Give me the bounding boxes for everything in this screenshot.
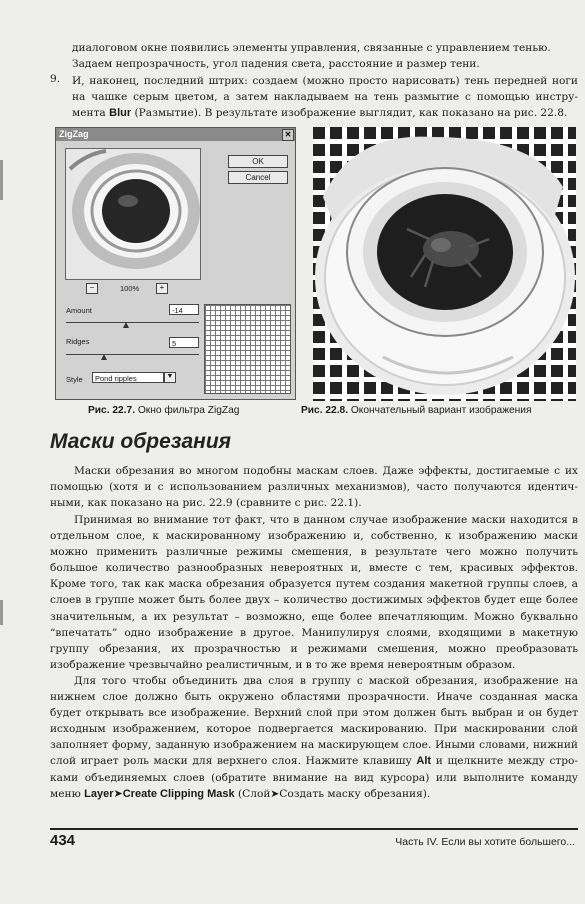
amount-field[interactable]: -14 xyxy=(169,304,199,315)
cancel-button[interactable]: Cancel xyxy=(228,171,288,184)
figure-22-8-caption xyxy=(301,405,532,416)
chevron-down-icon[interactable]: ▼ xyxy=(164,372,176,383)
style-select-value: Pond ripples xyxy=(95,374,137,383)
preview-cup-image xyxy=(66,149,200,279)
intro-paragraph xyxy=(72,40,578,72)
intro-line-2: Задаем непрозрачность, угол падения света, расстояние и размер тени. xyxy=(72,58,480,71)
step-9-paragraph xyxy=(72,73,578,121)
menu-command: Layer➤Create Clipping Mask xyxy=(84,787,235,800)
figure-22-7-caption xyxy=(88,405,239,416)
scan-edge-mark xyxy=(0,160,3,200)
ridges-label: Ridges xyxy=(66,337,90,346)
zigzag-dialog xyxy=(55,127,296,400)
page-number: 434 xyxy=(50,832,76,849)
tool-name-blur: Blur xyxy=(109,107,132,120)
amount-label: Amount xyxy=(66,306,92,315)
close-icon[interactable]: ✕ xyxy=(282,129,294,141)
style-select[interactable] xyxy=(92,372,164,383)
amount-slider[interactable] xyxy=(66,322,199,323)
paragraph-3-text-after: (Слой➤Создать маску обрезания). xyxy=(234,787,431,800)
body-paragraph-1: Маски обрезания во многом подобны маскам слоев. Даже эффекты, достигаемые с их помощью (хотя и с использованием различных механизмов), часто получаются идентич-ными, как показано на рис. 22.9 (сравните с рис. 22.1). xyxy=(50,465,578,510)
step-9-text-before: И, наконец, последний штрих: создаем (можно просто нарисовать) тень передней ноги на чашке серым цветом, а затем накладываем на тень размытие с помощью инстру-мента xyxy=(72,75,578,120)
footer-divider xyxy=(50,828,578,830)
figure-22-7-number: Рис. 22.7. xyxy=(88,405,136,416)
filter-preview[interactable] xyxy=(65,148,201,280)
section-title: Маски обрезания xyxy=(50,430,232,453)
scan-edge-mark xyxy=(0,600,3,625)
final-image-figure xyxy=(313,127,576,401)
zoom-in-button[interactable]: + xyxy=(156,283,168,294)
running-head: Часть IV. Если вы хотите большего... xyxy=(395,836,575,848)
paragraph-3-text-middle: и щелкните между стро-ками объединяемых слоев (обратите внимание на вид курсора) или выполните команду меню xyxy=(50,755,579,800)
displacement-grid-preview xyxy=(204,304,291,394)
style-label: Style xyxy=(66,375,83,384)
ridges-slider[interactable] xyxy=(66,354,199,355)
step-9-text-after: (Размытие). В результате изображение выглядит, как показано на рис. 22.8. xyxy=(131,107,568,120)
ridges-field[interactable]: 5 xyxy=(169,337,199,348)
figure-22-7-text: Окно фильтра ZigZag xyxy=(135,405,240,416)
figure-22-8-number: Рис. 22.8. xyxy=(301,405,349,416)
cup-with-beetle-image xyxy=(313,127,576,401)
figure-22-8-text: Окончательный вариант изображения xyxy=(348,405,532,416)
paragraph-3-text-before: Для того чтобы объединить два слоя в группу с маской обрезания, изображение на нижнем слое должно быть окружено областями прозрачности. Иначе созданная маска будет открывать все изображение. Верхний слой при этом должен быть выбран и он будет исходным изображением, которое подвергается маскированию. При маскировании слой заполняет форму, заданную изображением на маскирующем слое. Иными словами, нижний слой играет роль маски для верхнего слоя. Нажмите клавишу xyxy=(50,675,578,768)
intro-line-1: диалоговом окне появились элементы управления, связанные с управлением тенью. xyxy=(72,42,551,54)
dialog-title: ZigZag xyxy=(59,129,89,139)
key-name-alt: Alt xyxy=(416,755,432,768)
body-paragraph-2: Принимая во внимание тот факт, что в данном случае изображение маски находится в отдельном слое, к маскированному изображению и, собственно, к изображению маски можно применить различные режимы смешения, в результате чего можно получить большое количество разнообразных невероятных и, вместе с тем, красивых эффектов. Кроме того, так как маска обрезания образуется путем создания макетной группы слоев, а слоев в группе может быть более двух – количество достижимых эффектов будет еще более значительным, а их результат – возможно, еще более впечатляющим. Можно буквально “впечатать” одно изображение в другое. Манипулируя слоями, входящими в макетную группу обрезания, их прозрачностью и режимами смешения, можно преобразовать изображение чрезвычайно реалистичным, и в то же время невероятным образом. xyxy=(50,514,578,671)
ridges-slider-handle[interactable] xyxy=(101,354,107,360)
amount-slider-handle[interactable] xyxy=(123,322,129,328)
step-number: 9. xyxy=(50,73,61,85)
ok-button[interactable]: OK xyxy=(228,155,288,168)
body-paragraph-3 xyxy=(50,673,578,802)
dialog-titlebar xyxy=(56,128,295,141)
zoom-level: 100% xyxy=(120,284,140,293)
zoom-out-button[interactable]: − xyxy=(86,283,98,294)
